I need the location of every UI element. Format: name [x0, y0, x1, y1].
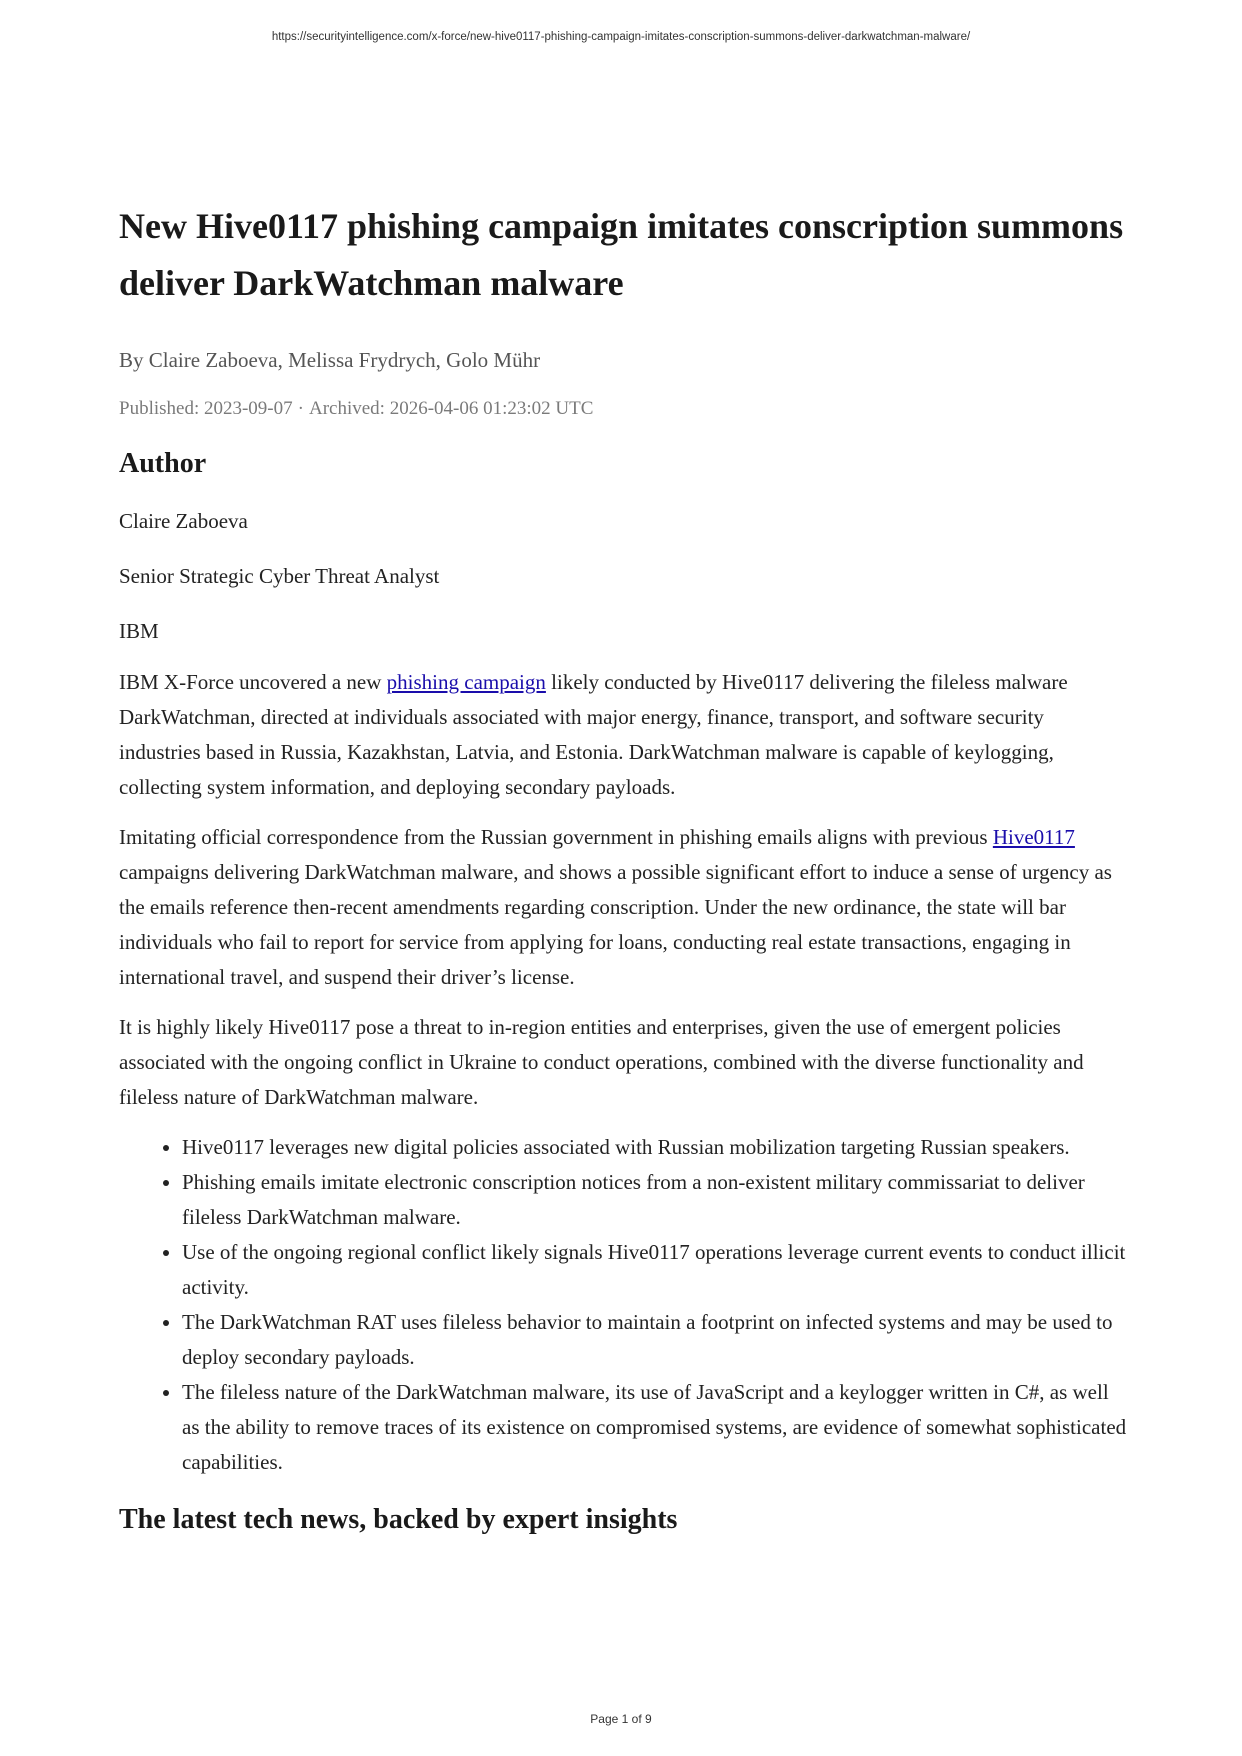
paragraph-intro-start: IBM X-Force uncovered a new [119, 670, 387, 694]
published-date: Published: 2023-09-07 [119, 398, 293, 419]
article-byline: By Claire Zaboeva, Melissa Frydrych, Golo Mühr [119, 348, 541, 372]
paragraph-intro-end: likely conducted by Hive0117 delivering the fileless malware DarkWatchman, directed at individuals associated with major energy, finance, transport, and software security industries based in Russia, Kazakhstan, Latvia, and Estonia. DarkWatchman malware is capable of keylogging, collecting system information, and deploying secondary payloads. [119, 670, 1068, 799]
key-findings-list [119, 1130, 1129, 1480]
list-item: • Hive0117 leverages new digital policies associated with Russian mobilization targeting Russian speakers. [182, 1130, 1129, 1165]
list-item: • Phishing emails imitate electronic conscription notices from a non-existent military commissariat to deliver fileless DarkWatchman malware. [182, 1165, 1129, 1235]
author-role: Senior Strategic Cyber Threat Analyst [119, 564, 440, 588]
author-name: Claire Zaboeva [119, 509, 248, 533]
article-body [119, 444, 1129, 1540]
paragraph-context-start: Imitating official correspondence from the Russian government in phishing emails aligns with previous [119, 825, 993, 849]
phishing-campaign-link[interactable]: phishing campaign [386, 670, 546, 694]
paragraph-assessment: It is highly likely Hive0117 pose a threat to in-region entities and enterprises, given the use of emergent policies associated with the ongoing conflict in Ukraine to conduct operations, combined with the diverse functionality and fileless nature of DarkWatchman malware. [119, 1015, 1084, 1109]
list-item: • The DarkWatchman RAT uses fileless behavior to maintain a footprint on infected systems and may be used to deploy secondary payloads. [182, 1305, 1129, 1375]
author-heading: Author [119, 448, 207, 479]
section-heading: The latest tech news, backed by expert insights [119, 1504, 678, 1535]
article-title: New Hive0117 phishing campaign imitates conscription summons deliver DarkWatchman malware [119, 206, 1124, 303]
list-item: • Use of the ongoing regional conflict likely signals Hive0117 operations leverage current events to conduct illicit activity. [182, 1235, 1129, 1305]
paragraph-context [119, 820, 1129, 995]
author-org: IBM [119, 619, 159, 643]
page-footer: Page 1 of 9 [590, 1712, 652, 1726]
article [119, 206, 1129, 1535]
page-url-header: https://securityintelligence.com/x-force/new-hive0117-phishing-campaign-imitates-conscription-summons-deliver-darkwatchman-malware/ [271, 31, 971, 43]
archived-date: Archived: 2026-04-06 01:23:02 UTC [308, 398, 594, 419]
paragraph-intro [119, 665, 1129, 805]
article-dates [119, 395, 593, 423]
list-item: • The fileless nature of the DarkWatchman malware, its use of JavaScript and a keylogger written in C#, as well as the ability to remove traces of its existence on compromised systems, are evidence of somewhat sophisticated capabilities. [182, 1375, 1129, 1480]
paragraph-context-end: campaigns delivering DarkWatchman malware, and shows a possible significant effort to induce a sense of urgency as the emails reference then-recent amendments regarding conscription. Under the new ordinance, the state will bar individuals who fail to report for service from applying for loans, conducting real estate transactions, engaging in international travel, and suspend their driver’s license. [119, 860, 1112, 989]
date-separator: · [297, 398, 304, 419]
hive0117-link[interactable]: Hive0117 [992, 825, 1075, 849]
